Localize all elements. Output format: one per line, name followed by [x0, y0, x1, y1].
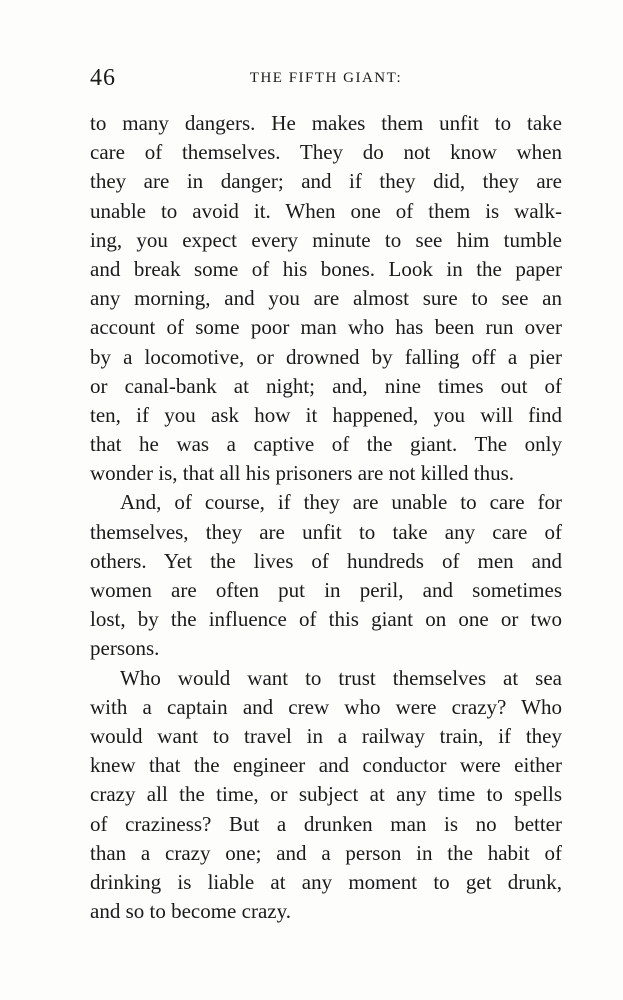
text-line-content: lost, by the influence of this giant on one or two — [90, 607, 562, 632]
text-line-content: knew that the engineer and conductor were either — [90, 753, 562, 778]
text-line-content: crazy all the time, or subject at any time to spells — [90, 782, 562, 807]
text-line — [90, 226, 562, 255]
text-line — [90, 401, 562, 430]
text-line — [90, 547, 562, 576]
text-line-content: that he was a captive of the giant. The only — [90, 432, 562, 457]
text-line-content: care of themselves. They do not know when — [90, 140, 562, 165]
running-head — [90, 63, 562, 93]
text-line-content: and break some of his bones. Look in the paper — [90, 256, 562, 281]
text-line-content: And, of course, if they are unable to care for — [120, 490, 562, 515]
text-line — [90, 138, 562, 167]
text-line — [90, 372, 562, 401]
text-line — [90, 722, 562, 751]
text-line-content: any morning, and you are almost sure to see an — [90, 286, 562, 311]
text-line-content: by a locomotive, or drowned by falling off a pier — [90, 344, 562, 369]
text-line-content: others. Yet the lives of hundreds of men and — [90, 548, 562, 573]
text-line — [90, 255, 562, 284]
text-line-content: they are in danger; and if they did, they are — [90, 169, 562, 194]
text-line — [90, 167, 562, 196]
text-line-content: unable to avoid it. When one of them is walk- — [90, 198, 562, 223]
running-title: THE FIFTH GIANT: — [249, 70, 403, 86]
text-line — [90, 810, 562, 839]
text-line-content: would want to travel in a railway train, if they — [90, 723, 562, 748]
text-line-content: with a captain and crew who were crazy? Who — [90, 694, 562, 719]
text-line-content: drinking is liable at any moment to get drunk, — [90, 869, 562, 894]
text-line-content: ten, if you ask how it happened, you will find — [90, 402, 562, 427]
text-line — [90, 605, 562, 634]
text-line-content: wonder is, that all his prisoners are not killed thus. — [90, 461, 515, 486]
paragraph — [90, 664, 562, 927]
text-line — [90, 313, 562, 342]
text-line — [90, 343, 562, 372]
text-line — [90, 839, 562, 868]
text-line-content: women are often put in peril, and sometimes — [90, 578, 562, 602]
text-line-content: than a crazy one; and a person in the habit of — [90, 840, 562, 865]
text-line — [90, 897, 562, 926]
page-number: 46 — [90, 65, 116, 91]
text-line — [90, 518, 562, 547]
paragraph — [90, 109, 562, 488]
text-line-content: of craziness? But a drunken man is no better — [90, 811, 562, 836]
text-line-content: Who would want to trust themselves at sea — [120, 665, 562, 690]
text-line — [90, 430, 562, 459]
text-line — [90, 488, 562, 517]
text-line — [90, 751, 562, 780]
text-line-content: ing, you expect every minute to see him tumble — [90, 227, 562, 252]
text-line — [90, 459, 562, 488]
text-line — [90, 576, 562, 605]
paragraph — [90, 488, 562, 663]
text-line-content: and so to become crazy. — [90, 899, 291, 924]
text-line-content: to many dangers. He makes them unfit to take — [90, 111, 562, 135]
text-line — [90, 664, 562, 693]
text-line — [90, 780, 562, 809]
body-text — [90, 109, 562, 926]
text-line — [90, 284, 562, 313]
text-line — [90, 197, 562, 226]
text-line-content: persons. — [90, 636, 160, 661]
text-line-content: account of some poor man who has been run over — [90, 315, 562, 340]
text-line — [90, 634, 562, 663]
text-line-content: or canal-bank at night; and, nine times out of — [90, 373, 562, 398]
text-line-content: themselves, they are unfit to take any care of — [90, 519, 562, 544]
text-line — [90, 868, 562, 897]
text-line — [90, 109, 562, 138]
text-line — [90, 693, 562, 722]
